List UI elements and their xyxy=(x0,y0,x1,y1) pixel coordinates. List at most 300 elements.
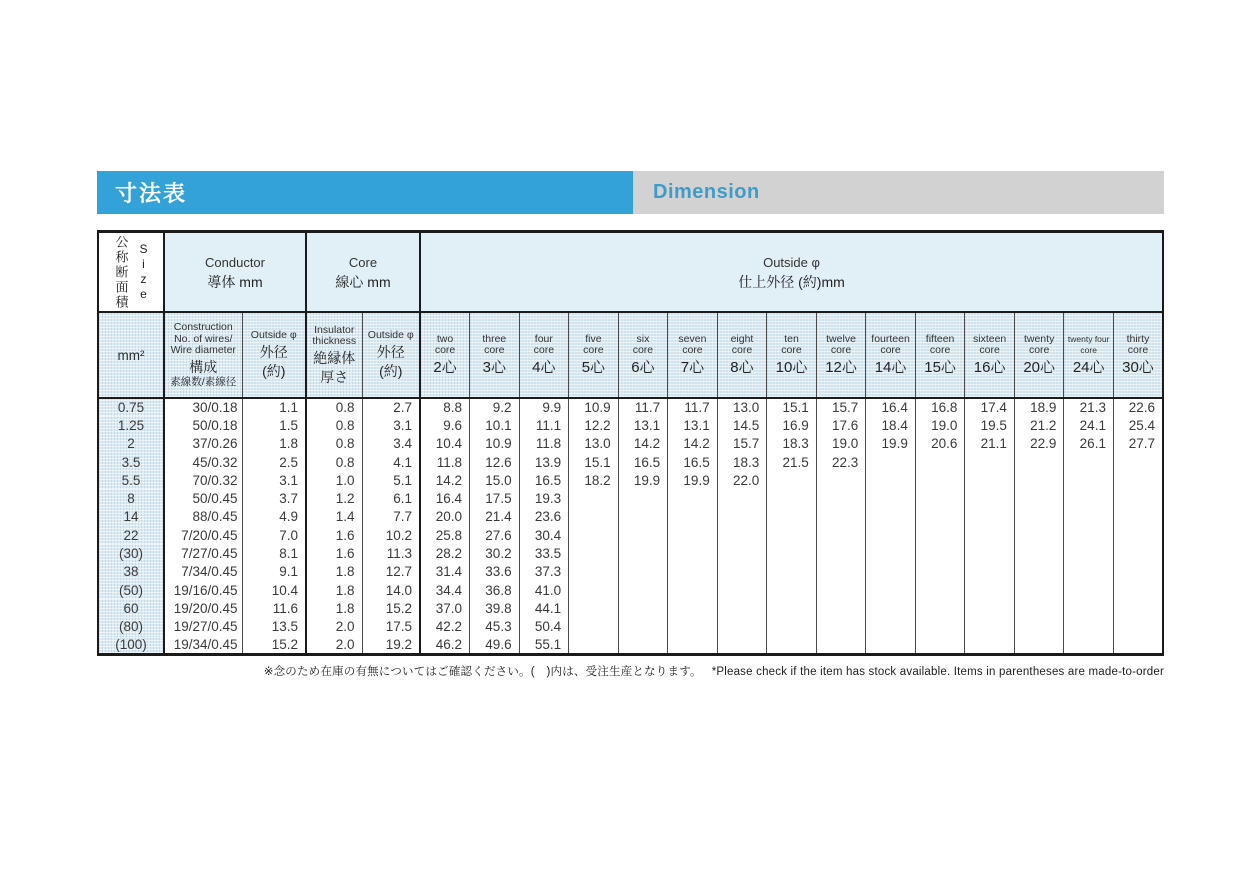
cell-core-10心: 15.1 xyxy=(767,398,817,416)
cell-core-7心 xyxy=(668,544,718,562)
cell-core-2心: 16.4 xyxy=(420,489,470,507)
cell-core-2心: 20.0 xyxy=(420,508,470,526)
cell-core-16心 xyxy=(965,563,1015,581)
cell-core-6心: 16.5 xyxy=(618,453,668,471)
col-header-core-3心: three core 3心 xyxy=(470,312,520,398)
cell-core-10心 xyxy=(767,544,817,562)
cell-construction: 37/0.26 xyxy=(164,435,242,453)
cell-core-2心: 34.4 xyxy=(420,581,470,599)
cell-core-10心 xyxy=(767,636,817,654)
table-row xyxy=(98,416,1163,434)
cell-core-16心 xyxy=(965,544,1015,562)
cell-core-5心 xyxy=(569,526,619,544)
table-row xyxy=(98,544,1163,562)
core-outside-en: Outside φ xyxy=(367,329,414,342)
cell-conductor-od: 3.1 xyxy=(242,471,306,489)
col-header-insulator xyxy=(306,312,362,398)
cell-core-5心 xyxy=(569,544,619,562)
cell-core-8心 xyxy=(717,636,767,654)
table-row xyxy=(98,636,1163,654)
cell-core-6心: 11.7 xyxy=(618,398,668,416)
core-outside-jp2: (約) xyxy=(379,362,403,379)
cell-insulator-thickness: 2.0 xyxy=(306,636,362,654)
page-title-jp: 寸法表 xyxy=(115,181,188,206)
table-row xyxy=(98,526,1163,544)
cell-core-24心 xyxy=(1064,453,1114,471)
cell-core-6心: 14.2 xyxy=(618,435,668,453)
dimension-table xyxy=(97,230,1164,656)
cell-conductor-od: 13.5 xyxy=(242,618,306,636)
cell-core-15心 xyxy=(915,471,965,489)
cell-core-16心 xyxy=(965,526,1015,544)
page-title-en: Dimension xyxy=(653,181,760,203)
cell-core-16心: 19.5 xyxy=(965,416,1015,434)
cell-core-10心: 21.5 xyxy=(767,453,817,471)
cell-core-od: 12.7 xyxy=(362,563,420,581)
footnote-jp: ※念のため在庫の有無についてはご確認ください。( )内は、受注生産となります。 xyxy=(263,666,702,678)
cell-core-12心 xyxy=(816,599,866,617)
cell-conductor-od: 10.4 xyxy=(242,581,306,599)
cell-core-8心 xyxy=(717,508,767,526)
cell-core-12心 xyxy=(816,526,866,544)
outside-label-jp: 仕上外径 (約)mm xyxy=(738,273,845,290)
cell-core-od: 3.4 xyxy=(362,435,420,453)
cell-size: 60 xyxy=(98,599,164,617)
cell-core-4心: 23.6 xyxy=(519,508,569,526)
cell-insulator-thickness: 1.8 xyxy=(306,599,362,617)
cell-core-14心: 18.4 xyxy=(866,416,916,434)
cell-insulator-thickness: 0.8 xyxy=(306,398,362,416)
cell-core-4心: 50.4 xyxy=(519,618,569,636)
cell-core-7心: 19.9 xyxy=(668,471,718,489)
cell-core-3心: 10.9 xyxy=(470,435,520,453)
cell-core-30心 xyxy=(1113,599,1163,617)
cell-core-5心 xyxy=(569,599,619,617)
col-header-core-12心: twelve core 12心 xyxy=(816,312,866,398)
cell-insulator-thickness: 1.6 xyxy=(306,544,362,562)
cell-size: (80) xyxy=(98,618,164,636)
cell-core-24心 xyxy=(1064,636,1114,654)
cell-insulator-thickness: 1.8 xyxy=(306,563,362,581)
banner-jp-band xyxy=(97,171,633,214)
cell-core-10心 xyxy=(767,471,817,489)
cell-core-20心 xyxy=(1014,618,1064,636)
cell-construction: 19/27/0.45 xyxy=(164,618,242,636)
cell-core-3心: 33.6 xyxy=(470,563,520,581)
table-row xyxy=(98,435,1163,453)
construction-jp-line2: 素線数/素線径 xyxy=(170,375,237,388)
cell-insulator-thickness: 1.2 xyxy=(306,489,362,507)
cell-core-15心 xyxy=(915,526,965,544)
cell-core-14心 xyxy=(866,636,916,654)
cell-core-od: 10.2 xyxy=(362,526,420,544)
cell-size: 14 xyxy=(98,508,164,526)
cell-core-16心: 17.4 xyxy=(965,398,1015,416)
cell-core-6心 xyxy=(618,489,668,507)
cell-core-7心 xyxy=(668,489,718,507)
cell-core-15心: 20.6 xyxy=(915,435,965,453)
cell-construction: 88/0.45 xyxy=(164,508,242,526)
cell-core-12心: 22.3 xyxy=(816,453,866,471)
cell-core-5心 xyxy=(569,581,619,599)
cell-core-30心 xyxy=(1113,636,1163,654)
cell-core-12心: 15.7 xyxy=(816,398,866,416)
cell-core-7心 xyxy=(668,618,718,636)
cell-core-4心: 44.1 xyxy=(519,599,569,617)
cell-core-24心 xyxy=(1064,581,1114,599)
cell-core-20心 xyxy=(1014,526,1064,544)
banner-en-band xyxy=(633,171,1164,214)
insulator-jp-line2: 厚さ xyxy=(320,368,349,385)
cell-core-8心: 15.7 xyxy=(717,435,767,453)
cell-core-16心 xyxy=(965,599,1015,617)
cell-size: (50) xyxy=(98,581,164,599)
cell-core-8心 xyxy=(717,526,767,544)
cell-core-15心 xyxy=(915,563,965,581)
cell-core-12心 xyxy=(816,581,866,599)
conductor-outside-jp1: 外径 xyxy=(259,343,288,360)
cell-core-24心 xyxy=(1064,471,1114,489)
cell-conductor-od: 1.1 xyxy=(242,398,306,416)
cell-core-20心: 21.2 xyxy=(1014,416,1064,434)
cell-core-od: 14.0 xyxy=(362,581,420,599)
cell-core-16心 xyxy=(965,508,1015,526)
cell-core-30心 xyxy=(1113,563,1163,581)
cell-core-10心 xyxy=(767,563,817,581)
cell-core-2心: 25.8 xyxy=(420,526,470,544)
table-row xyxy=(98,471,1163,489)
cell-core-20心 xyxy=(1014,544,1064,562)
cell-core-7心: 13.1 xyxy=(668,416,718,434)
cell-size: 3.5 xyxy=(98,453,164,471)
col-header-core-30心: thirty core 30心 xyxy=(1113,312,1163,398)
cell-core-20心 xyxy=(1014,508,1064,526)
cell-core-6心 xyxy=(618,581,668,599)
cell-core-4心: 13.9 xyxy=(519,453,569,471)
cell-core-30心: 25.4 xyxy=(1113,416,1163,434)
core-outside-jp1: 外径 xyxy=(376,343,405,360)
cell-core-20心 xyxy=(1014,636,1064,654)
cell-core-16心 xyxy=(965,489,1015,507)
insulator-jp-line1: 絶縁体 xyxy=(313,349,356,366)
conductor-outside-en: Outside φ xyxy=(250,329,297,342)
cell-core-6心 xyxy=(618,599,668,617)
cell-core-6心 xyxy=(618,636,668,654)
cell-core-8心: 13.0 xyxy=(717,398,767,416)
col-header-core-8心: eight core 8心 xyxy=(717,312,767,398)
cell-core-8心 xyxy=(717,563,767,581)
cell-core-20心 xyxy=(1014,581,1064,599)
cell-core-15心 xyxy=(915,618,965,636)
col-header-core-2心: two core 2心 xyxy=(420,312,470,398)
cell-core-6心 xyxy=(618,618,668,636)
cell-core-5心: 13.0 xyxy=(569,435,619,453)
cell-core-7心: 11.7 xyxy=(668,398,718,416)
cell-insulator-thickness: 1.4 xyxy=(306,508,362,526)
cell-core-4心: 33.5 xyxy=(519,544,569,562)
cell-core-8心: 18.3 xyxy=(717,453,767,471)
col-header-construction xyxy=(164,312,242,398)
cell-core-5心 xyxy=(569,508,619,526)
cell-core-3心: 36.8 xyxy=(470,581,520,599)
col-header-core-5心: five core 5心 xyxy=(569,312,619,398)
cell-core-12心: 19.0 xyxy=(816,435,866,453)
cell-core-30心: 27.7 xyxy=(1113,435,1163,453)
cell-core-od: 11.3 xyxy=(362,544,420,562)
col-header-core-4心: four core 4心 xyxy=(519,312,569,398)
col-header-outside xyxy=(420,232,1163,313)
cell-core-30心 xyxy=(1113,544,1163,562)
cell-core-15心 xyxy=(915,544,965,562)
cell-construction: 70/0.32 xyxy=(164,471,242,489)
cell-core-10心: 18.3 xyxy=(767,435,817,453)
construction-en-line1: Construction xyxy=(173,321,233,334)
cell-core-6心: 19.9 xyxy=(618,471,668,489)
cell-core-30心 xyxy=(1113,581,1163,599)
cell-core-od: 19.2 xyxy=(362,636,420,654)
col-header-core-20心: twenty core 20心 xyxy=(1014,312,1064,398)
cell-core-5心: 15.1 xyxy=(569,453,619,471)
cell-core-15心 xyxy=(915,453,965,471)
cell-core-12心 xyxy=(816,508,866,526)
cell-core-8心: 22.0 xyxy=(717,471,767,489)
cell-construction: 19/20/0.45 xyxy=(164,599,242,617)
cell-core-4心: 55.1 xyxy=(519,636,569,654)
cell-core-6心 xyxy=(618,563,668,581)
cell-core-7心 xyxy=(668,526,718,544)
cell-core-7心 xyxy=(668,636,718,654)
cell-core-od: 4.1 xyxy=(362,453,420,471)
cell-core-30心 xyxy=(1113,471,1163,489)
cell-core-15心: 19.0 xyxy=(915,416,965,434)
cell-core-3心: 17.5 xyxy=(470,489,520,507)
cell-construction: 50/0.45 xyxy=(164,489,242,507)
cell-core-8心 xyxy=(717,581,767,599)
cell-core-8心 xyxy=(717,599,767,617)
cell-core-24心: 24.1 xyxy=(1064,416,1114,434)
cell-core-24心 xyxy=(1064,563,1114,581)
cell-core-10心: 16.9 xyxy=(767,416,817,434)
cell-core-30心 xyxy=(1113,489,1163,507)
cell-conductor-od: 1.8 xyxy=(242,435,306,453)
cell-core-14心 xyxy=(866,544,916,562)
insulator-en-line2: thickness xyxy=(312,335,357,347)
conductor-label-jp: 導体 mm xyxy=(207,273,263,290)
cell-core-5心: 10.9 xyxy=(569,398,619,416)
cell-conductor-od: 9.1 xyxy=(242,563,306,581)
table-row xyxy=(98,581,1163,599)
cell-core-2心: 9.6 xyxy=(420,416,470,434)
cell-conductor-od: 1.5 xyxy=(242,416,306,434)
cell-core-12心 xyxy=(816,471,866,489)
footnote-en: *Please check if the item has stock available. Items in parentheses are made-to-order xyxy=(711,666,1164,678)
col-header-size xyxy=(98,232,164,313)
col-header-core-16心: sixteen core 16心 xyxy=(965,312,1015,398)
table-body xyxy=(98,398,1163,654)
cell-core-4心: 11.8 xyxy=(519,435,569,453)
cell-core-16心 xyxy=(965,453,1015,471)
cell-core-2心: 14.2 xyxy=(420,471,470,489)
cell-core-7心: 14.2 xyxy=(668,435,718,453)
cell-core-5心: 12.2 xyxy=(569,416,619,434)
cell-core-15心: 16.8 xyxy=(915,398,965,416)
conductor-label-en: Conductor xyxy=(205,254,265,270)
cell-core-2心: 28.2 xyxy=(420,544,470,562)
cell-insulator-thickness: 1.6 xyxy=(306,526,362,544)
col-header-core-14心: fourteen core 14心 xyxy=(866,312,916,398)
cell-core-20心: 22.9 xyxy=(1014,435,1064,453)
cell-core-3心: 15.0 xyxy=(470,471,520,489)
core-label-jp: 線心 mm xyxy=(335,273,391,290)
col-header-core xyxy=(306,232,420,313)
cell-core-6心 xyxy=(618,526,668,544)
cell-insulator-thickness: 0.8 xyxy=(306,416,362,434)
cell-size: (100) xyxy=(98,636,164,654)
cell-core-12心 xyxy=(816,636,866,654)
cell-core-3心: 49.6 xyxy=(470,636,520,654)
cell-core-2心: 11.8 xyxy=(420,453,470,471)
cell-core-3心: 9.2 xyxy=(470,398,520,416)
cell-core-14心 xyxy=(866,581,916,599)
table-row xyxy=(98,489,1163,507)
cell-core-30心 xyxy=(1113,618,1163,636)
cell-core-10心 xyxy=(767,489,817,507)
cell-construction: 30/0.18 xyxy=(164,398,242,416)
cell-core-20心 xyxy=(1014,489,1064,507)
cell-core-4心: 16.5 xyxy=(519,471,569,489)
cell-insulator-thickness: 2.0 xyxy=(306,618,362,636)
cell-core-3心: 21.4 xyxy=(470,508,520,526)
cell-conductor-od: 4.9 xyxy=(242,508,306,526)
cell-core-20心 xyxy=(1014,563,1064,581)
size-label-jp: 公称断面積 xyxy=(113,234,129,310)
construction-en-line2: No. of wires/ xyxy=(174,332,233,345)
cell-core-8心: 14.5 xyxy=(717,416,767,434)
col-header-core-24心: twenty four core 24心 xyxy=(1064,312,1114,398)
footnote xyxy=(97,663,1164,679)
cell-core-15心 xyxy=(915,599,965,617)
cell-core-16心 xyxy=(965,581,1015,599)
cell-core-14心 xyxy=(866,618,916,636)
cell-core-od: 7.7 xyxy=(362,508,420,526)
cell-core-8心 xyxy=(717,544,767,562)
cell-core-14心 xyxy=(866,599,916,617)
cell-core-24心 xyxy=(1064,508,1114,526)
cell-core-5心 xyxy=(569,636,619,654)
cell-core-20心 xyxy=(1014,599,1064,617)
cell-conductor-od: 15.2 xyxy=(242,636,306,654)
cell-construction: 19/16/0.45 xyxy=(164,581,242,599)
cell-core-5心: 18.2 xyxy=(569,471,619,489)
table-row xyxy=(98,508,1163,526)
col-header-conductor-outside xyxy=(242,312,306,398)
cell-core-4心: 30.4 xyxy=(519,526,569,544)
cell-core-6心 xyxy=(618,544,668,562)
cell-insulator-thickness: 1.0 xyxy=(306,471,362,489)
group-header-row xyxy=(98,232,1163,313)
cell-core-14心 xyxy=(866,453,916,471)
cell-core-8心 xyxy=(717,489,767,507)
cell-core-12心: 17.6 xyxy=(816,416,866,434)
cell-size: 22 xyxy=(98,526,164,544)
cell-core-30心 xyxy=(1113,453,1163,471)
cell-core-7心 xyxy=(668,599,718,617)
construction-jp-line1: 構成 xyxy=(189,358,218,375)
cell-core-14心: 16.4 xyxy=(866,398,916,416)
cell-core-6心 xyxy=(618,508,668,526)
cell-core-16心 xyxy=(965,618,1015,636)
cell-size: 2 xyxy=(98,435,164,453)
cell-construction: 7/20/0.45 xyxy=(164,526,242,544)
cell-core-od: 2.7 xyxy=(362,398,420,416)
conductor-outside-jp2: (約) xyxy=(262,362,286,379)
cell-size: 38 xyxy=(98,563,164,581)
cell-construction: 7/34/0.45 xyxy=(164,563,242,581)
size-label-en: Size xyxy=(136,242,151,302)
construction-en-line3: Wire diameter xyxy=(170,344,236,357)
cell-core-14心 xyxy=(866,526,916,544)
cell-size: 0.75 xyxy=(98,398,164,416)
cell-core-24心 xyxy=(1064,599,1114,617)
col-header-core-10心: ten core 10心 xyxy=(767,312,817,398)
outside-label-en: Outside φ xyxy=(763,254,820,270)
cell-construction: 7/27/0.45 xyxy=(164,544,242,562)
cell-construction: 19/34/0.45 xyxy=(164,636,242,654)
cell-core-od: 17.5 xyxy=(362,618,420,636)
cell-core-2心: 42.2 xyxy=(420,618,470,636)
cell-core-16心 xyxy=(965,471,1015,489)
col-header-conductor xyxy=(164,232,306,313)
cell-core-30心: 22.6 xyxy=(1113,398,1163,416)
cell-core-16心 xyxy=(965,636,1015,654)
col-header-core-6心: six core 6心 xyxy=(618,312,668,398)
section-banner xyxy=(97,171,1164,214)
subheader-row xyxy=(98,312,1163,398)
cell-core-30心 xyxy=(1113,508,1163,526)
cell-insulator-thickness: 0.8 xyxy=(306,435,362,453)
cell-core-6心: 13.1 xyxy=(618,416,668,434)
cell-core-7心: 16.5 xyxy=(668,453,718,471)
cell-core-7心 xyxy=(668,508,718,526)
insulator-en-line1: Insulator xyxy=(314,323,355,336)
cell-size: 1.25 xyxy=(98,416,164,434)
cell-core-2心: 37.0 xyxy=(420,599,470,617)
cell-size: (30) xyxy=(98,544,164,562)
col-header-core-15心: fifteen core 15心 xyxy=(915,312,965,398)
cell-core-24心 xyxy=(1064,489,1114,507)
cell-core-4心: 9.9 xyxy=(519,398,569,416)
cell-core-3心: 45.3 xyxy=(470,618,520,636)
cell-core-2心: 10.4 xyxy=(420,435,470,453)
cell-core-30心 xyxy=(1113,526,1163,544)
col-header-core-7心: seven core 7心 xyxy=(668,312,718,398)
table-row xyxy=(98,563,1163,581)
cell-core-2心: 31.4 xyxy=(420,563,470,581)
cell-conductor-od: 7.0 xyxy=(242,526,306,544)
cell-core-24心: 21.3 xyxy=(1064,398,1114,416)
cell-core-od: 3.1 xyxy=(362,416,420,434)
cell-core-8心 xyxy=(717,618,767,636)
cell-core-20心 xyxy=(1014,471,1064,489)
core-label-en: Core xyxy=(348,254,378,270)
cell-conductor-od: 8.1 xyxy=(242,544,306,562)
cell-core-10心 xyxy=(767,581,817,599)
cell-core-3心: 39.8 xyxy=(470,599,520,617)
table-row xyxy=(98,599,1163,617)
cell-conductor-od: 2.5 xyxy=(242,453,306,471)
cell-core-20心 xyxy=(1014,453,1064,471)
cell-core-od: 6.1 xyxy=(362,489,420,507)
